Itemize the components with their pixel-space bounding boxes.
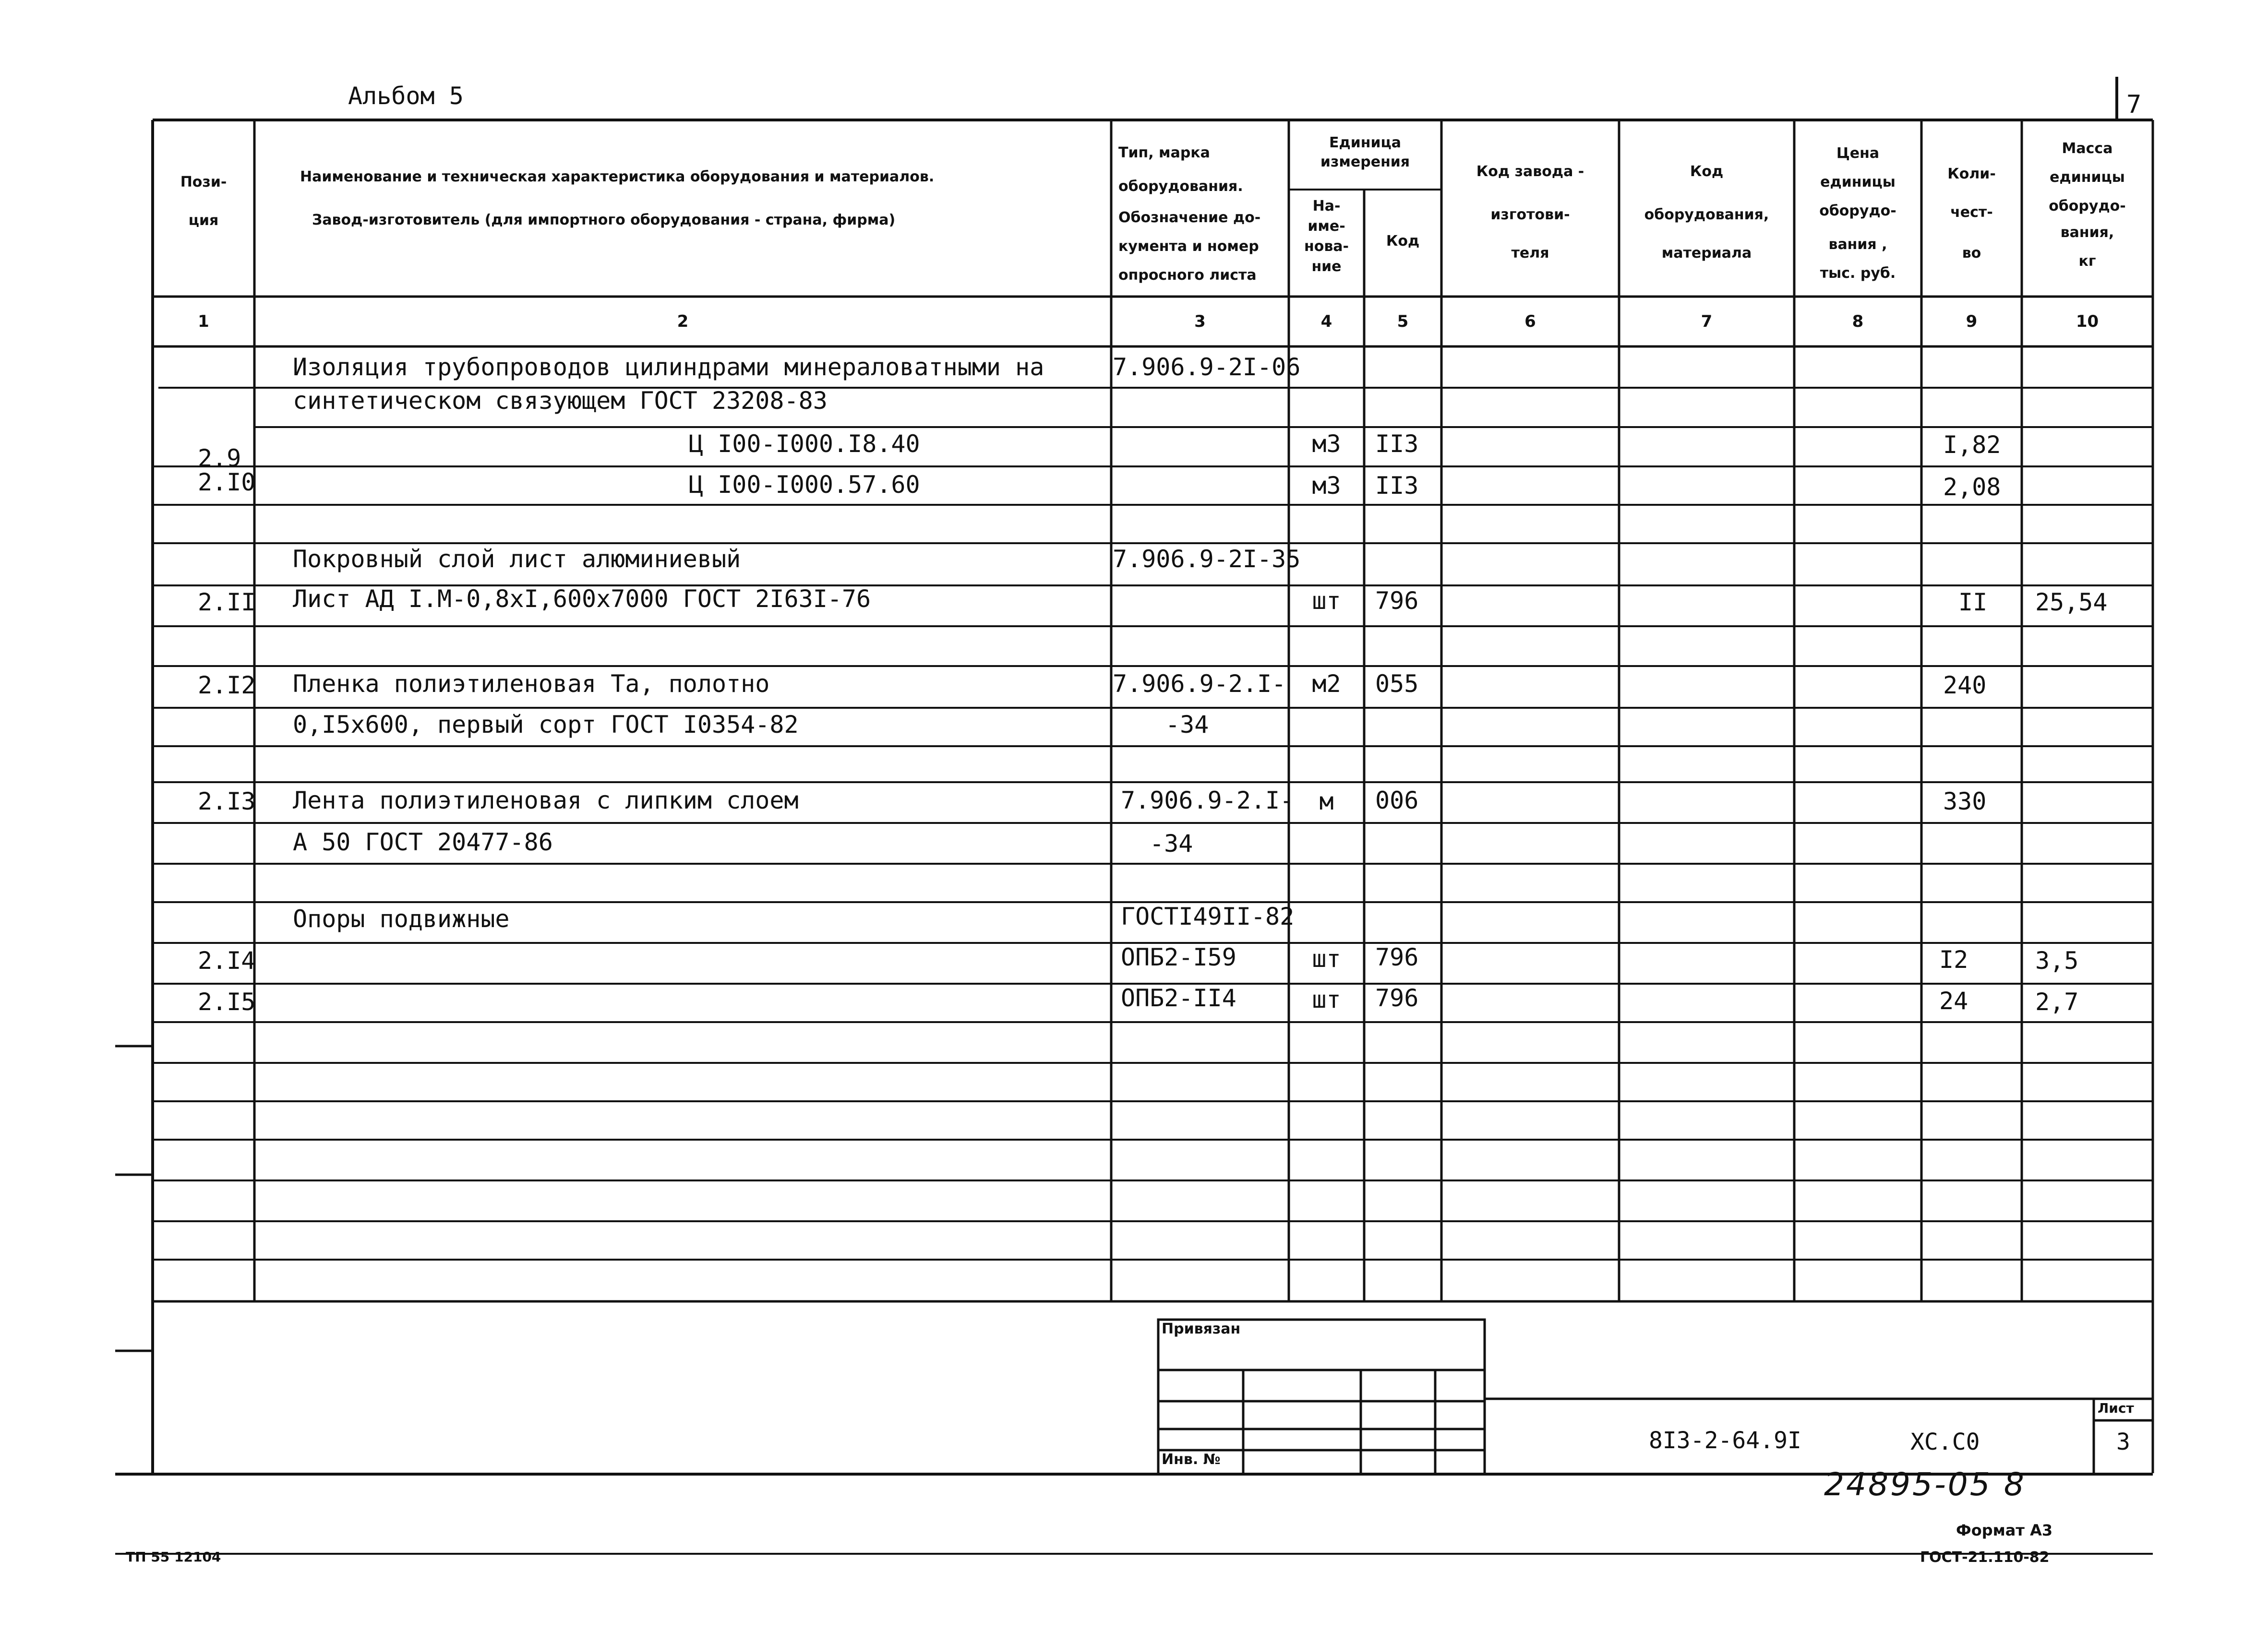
item-doc: -34 bbox=[1150, 830, 1193, 858]
item-code: II3 bbox=[1375, 430, 1419, 458]
item-name: Ц I00-I000.I8.40 bbox=[689, 430, 920, 458]
item-name: 0,I5х600, первый сорт ГОСТ I0354-82 bbox=[293, 711, 799, 739]
inventory-number-label: Инв. № bbox=[1162, 1451, 1221, 1468]
item-code: 796 bbox=[1375, 587, 1419, 615]
item-position: 2.II bbox=[198, 588, 256, 616]
item-quantity: I2 bbox=[1939, 946, 1968, 974]
item-unit: шт bbox=[1312, 986, 1341, 1013]
corner-page-number: 7 bbox=[2126, 90, 2142, 119]
item-name: синтетическом связующем ГОСТ 23208-83 bbox=[293, 387, 828, 415]
drawing-mark: ХС.С0 bbox=[1910, 1429, 1980, 1455]
item-unit: м3 bbox=[1312, 430, 1341, 458]
footer-code: ТП 55 12104 bbox=[126, 1549, 221, 1565]
item-name: Лист АД I.М-0,8хI,600х7000 ГОСТ 2I63I-76 bbox=[293, 585, 871, 613]
album-label: Альбом 5 bbox=[348, 82, 464, 110]
item-doc: ОПБ2-I59 bbox=[1121, 943, 1236, 971]
item-position: 2.9 bbox=[198, 444, 241, 472]
item-position: 2.I5 bbox=[198, 988, 256, 1016]
item-code: 006 bbox=[1375, 786, 1419, 814]
format-label: Формат А3 bbox=[1956, 1521, 2053, 1539]
item-position: 2.I0 bbox=[198, 468, 256, 496]
item-quantity: II bbox=[1958, 588, 1988, 616]
item-name: А 50 ГОСТ 20477-86 bbox=[293, 828, 553, 856]
item-code: II3 bbox=[1375, 472, 1419, 500]
item-doc: 7.906.9-2I-35 bbox=[1113, 545, 1301, 573]
item-doc: 7.906.9-2.I- bbox=[1113, 670, 1286, 698]
item-unit: шт bbox=[1312, 945, 1341, 973]
item-unit: шт bbox=[1312, 587, 1341, 615]
item-name: Изоляция трубопроводов цилиндрами минераловатными на bbox=[293, 353, 1044, 381]
handwritten-inventory-number: 24895-05 8 bbox=[1824, 1466, 2026, 1503]
item-mass: 25,54 bbox=[2035, 588, 2108, 616]
privyazan-label: Привязан bbox=[1162, 1321, 1241, 1337]
item-position: 2.I3 bbox=[198, 787, 256, 815]
item-mass: 2,7 bbox=[2035, 988, 2079, 1016]
item-mass: 3,5 bbox=[2035, 947, 2079, 975]
item-name: Покровный слой лист алюминиевый bbox=[293, 545, 741, 573]
item-unit: м bbox=[1319, 787, 1334, 815]
item-name: Ц I00-I000.57.60 bbox=[689, 471, 920, 499]
item-quantity: 2,08 bbox=[1943, 473, 2001, 501]
item-code: 055 bbox=[1375, 670, 1419, 698]
document-code: 8I3-2-64.9I bbox=[1649, 1427, 1801, 1454]
item-unit: м2 bbox=[1312, 670, 1341, 698]
sheet-number: 3 bbox=[2116, 1429, 2130, 1455]
item-doc: 7.906.9-2.I- bbox=[1121, 786, 1295, 814]
gost-label: ГОСТ-21.110-82 bbox=[1920, 1549, 2050, 1566]
item-quantity: 330 bbox=[1943, 787, 1987, 815]
item-unit: м3 bbox=[1312, 472, 1341, 500]
item-name: Пленка полиэтиленовая Та, полотно bbox=[293, 670, 770, 698]
item-doc: ГОСТI49II-82 bbox=[1121, 903, 1295, 930]
item-quantity: 24 bbox=[1939, 987, 1968, 1015]
item-quantity: I,82 bbox=[1943, 431, 2001, 459]
item-name: Опоры подвижные bbox=[293, 905, 510, 933]
sheet-label: Лист bbox=[2098, 1400, 2134, 1416]
item-code: 796 bbox=[1375, 943, 1419, 971]
item-position: 2.I4 bbox=[198, 947, 256, 975]
item-doc: ОПБ2-II4 bbox=[1121, 984, 1236, 1012]
item-quantity: 240 bbox=[1943, 671, 1987, 699]
item-doc: -34 bbox=[1165, 711, 1209, 739]
item-code: 796 bbox=[1375, 984, 1419, 1012]
item-position: 2.I2 bbox=[198, 671, 256, 699]
item-doc: 7.906.9-2I-06 bbox=[1113, 353, 1301, 381]
header-col5: Код bbox=[1386, 233, 1420, 250]
item-name: Лента полиэтиленовая с липким слоем bbox=[293, 786, 799, 814]
